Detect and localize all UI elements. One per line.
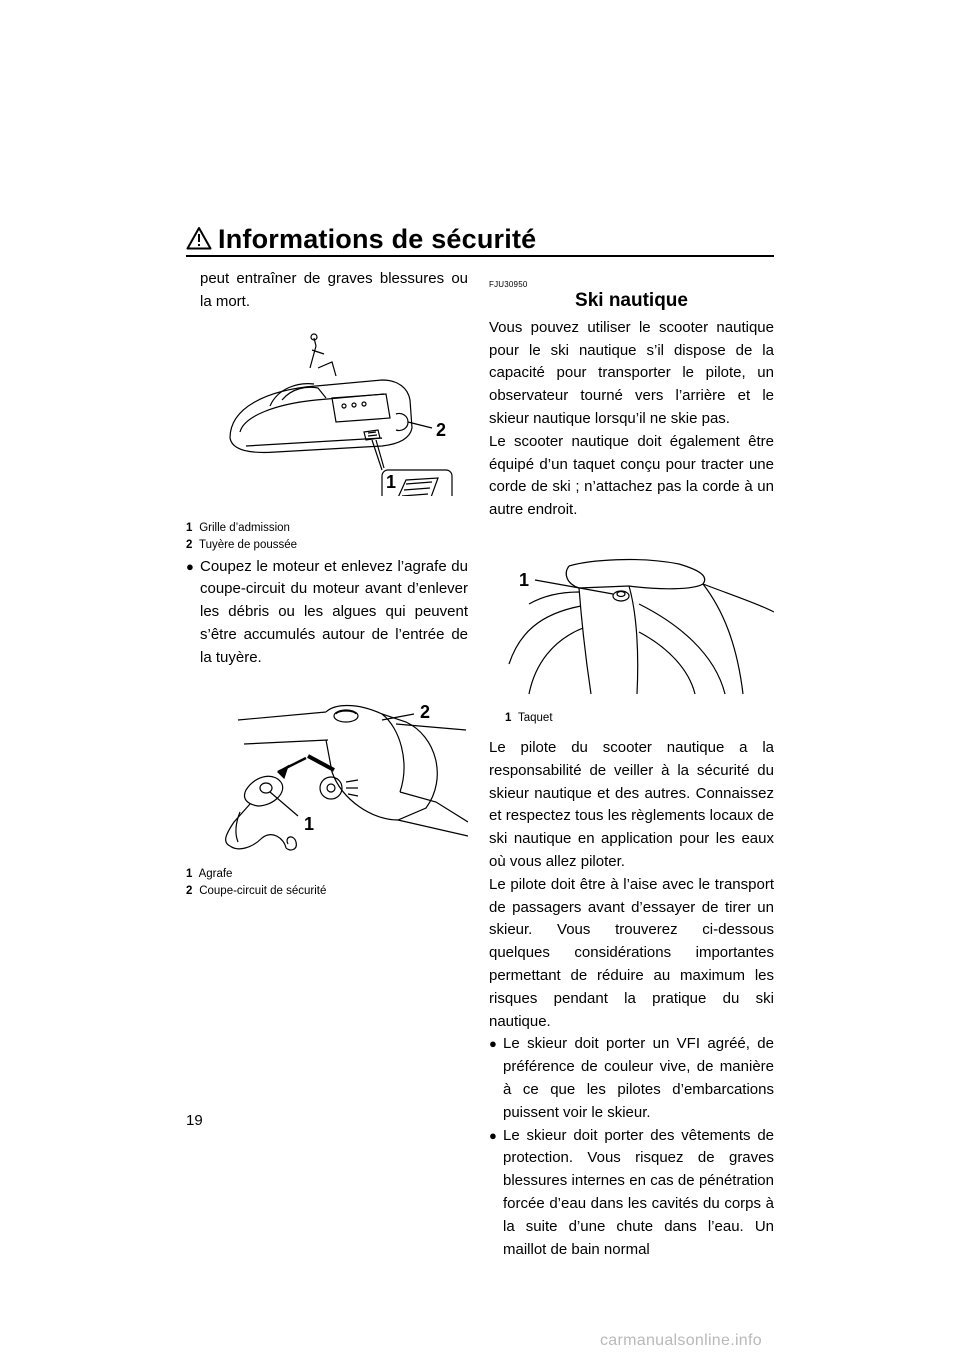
fig2-caption [186,866,468,900]
paragraph: Le pilote du scooter nautique a la responsabilité de veiller à la sécurité du skieur nautique et des autres. Connaissez et respectez tous les règlements locaux de ski nautique en application pour les eaux où vous allez piloter. [489,738,774,870]
bullet-item: ● Coupez le moteur et enlevez l’agrafe du coupe-circuit du moteur avant d’enlever les débris ou les algues qui peuvent s’être accumulés autour de l’entrée de la tuyère. [186,557,468,666]
bullet-item: ● Le skieur doit porter des vêtements de protection. Vous risquez de graves blessures internes en cas de pénétration forcée d’eau dans les cavités du corps à la suite d’une chute dans l’eau. Un maillot de bain normal [489,1126,774,1258]
figure-tow-cleat [489,544,774,706]
paragraph: Le scooter nautique doit également être équipé d’un taquet conçu pour tracter une corde de ski ; n’attachez pas la corde à un autre endroit. [489,432,774,519]
fig3-callout-1: 1 [519,569,530,590]
section-code: FJU30950 [489,280,528,289]
fig1-callout-2: 2 [436,419,447,440]
fig2-caption-item: 2 Coupe-circuit de sécurité [186,884,327,897]
section-title: Ski nautique [575,290,688,311]
figure-safety-lanyard [186,692,468,862]
bullet-item: ● Le skieur doit porter un VFI agréé, de préférence de couleur vive, de manière à ce que les pilotes d’embarcations puissent voir le skieur. [489,1035,774,1121]
paragraph: Vous pouvez utiliser le scooter nautique pour le ski nautique s’il dispose de la capacité pour transporter le pilote, un observateur tourné vers l’arrière et le skieur nautique lorsqu’il ne skie pas. [489,318,774,427]
fig1-caption-item: 2 Tuyère de poussée [186,538,298,551]
bullet-dot-icon: ● [186,558,194,574]
bullet-dot-icon: ● [489,1127,497,1143]
bullet-dot-icon: ● [489,1036,497,1052]
fig1-caption-item: 1 Grille d’admission [186,521,290,534]
watermark: carmanualsonline.info [600,1332,762,1349]
fig1-caption [186,520,468,554]
fig3-caption-item: 1 Taquet [505,711,553,724]
paragraph: Le pilote doit être à l’aise avec le transport de passagers avant d’essayer de tirer un skieur. Vous trouverez ci-dessous quelques considérations importantes permettant de réduire au maximum les risques pendant la pratique du ski nautique. [489,875,774,1030]
page-number: 19 [186,1112,203,1129]
fig2-callout-2: 2 [420,701,431,722]
page-title: Informations de sécurité [218,224,537,254]
left-column [186,268,468,900]
intro-text: peut entraîner de graves blessures ou la mort. [200,270,468,310]
fig1-callout-1: 1 [386,471,397,492]
figure-jet-ski-intake [186,328,468,496]
fig2-caption-item: 1 Agrafe [186,867,233,880]
fig3-caption [489,710,774,727]
page-header [186,222,774,258]
warning-triangle-icon [186,226,212,250]
fig2-callout-1: 1 [304,813,315,834]
header-rule [186,255,774,257]
right-column [489,268,774,1261]
